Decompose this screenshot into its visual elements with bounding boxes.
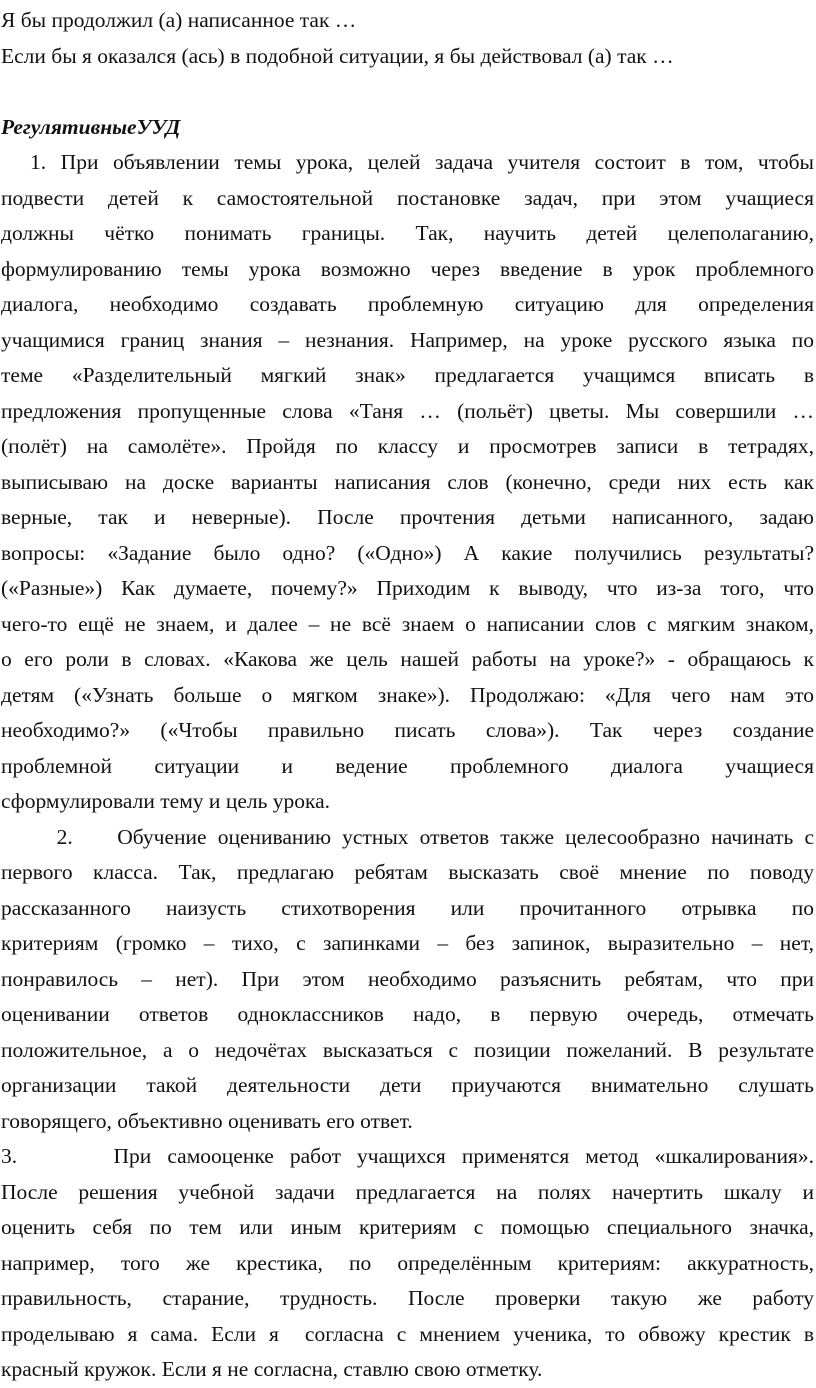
body-text bbox=[1, 145, 814, 1388]
paragraph-line: чего-то ещё не знаем, и далее – не всё знаем о написании слов с мягким знаком, bbox=[1, 611, 814, 636]
paragraph-line: например, того же крестика, по определённым критериям: аккуратность, bbox=[1, 1250, 814, 1275]
paragraph-line: предложения пропущенные слова «Таня … (польёт) цветы. Мы совершили … bbox=[1, 398, 814, 423]
paragraph-line: критериям (громко – тихо, с запинками – без запинок, выразительно – нет, bbox=[1, 931, 814, 955]
paragraph-line: должны чётко понимать границы. Так, научить детей целеполаганию, bbox=[1, 221, 814, 245]
intro-line-1: Я бы продолжил (а) написанное так … bbox=[1, 8, 357, 32]
paragraph-line: первого класса. Так, предлагаю ребятам высказать своё мнение по поводу bbox=[1, 860, 814, 884]
paragraph-line: детям («Узнать больше о мягком знаке»). Продолжаю: «Для чего нам это bbox=[1, 682, 814, 707]
paragraph-line: рассказанного наизусть стихотворения или прочитанного отрывка по bbox=[1, 895, 814, 920]
paragraph-line: понравилось – нет). При этом необходимо разъяснить ребятам, что при bbox=[1, 966, 814, 991]
paragraph-line: («Разные») Как думаете, почему?» Приходим к выводу, что из-за того, что bbox=[1, 576, 814, 600]
paragraph-line: проделываю я сама. Если я согласна с мнением ученика, то обвожу крестик в bbox=[1, 1321, 814, 1346]
paragraph-1 bbox=[1, 145, 814, 820]
intro-line-2: Если бы я оказался (ась) в подобной ситуации, я бы действовал (а) так … bbox=[1, 43, 674, 68]
paragraph-line: вопросы: «Задание было одно? («Одно») А какие получились результаты? bbox=[1, 540, 814, 565]
section-heading: РегулятивныеУУД bbox=[1, 114, 181, 139]
paragraph-line: проблемной ситуации и ведение проблемного диалога учащиеся bbox=[1, 753, 814, 778]
paragraph-line: оценивании ответов одноклассников надо, в первую очередь, отмечать bbox=[1, 1002, 814, 1026]
paragraph-line: диалога, необходимо создавать проблемную ситуацию для определения bbox=[1, 292, 814, 316]
paragraph-line: организации такой деятельности дети приучаются внимательно слушать bbox=[1, 1073, 814, 1097]
paragraph-line: 1. При объявлении темы урока, целей задача учителя состоит в том, чтобы bbox=[1, 150, 814, 174]
paragraph-line: оценить себя по тем или иным критериям с помощью специального значка, bbox=[1, 1215, 814, 1239]
paragraph-line: верные, так и неверные). После прочтения детьми написанного, задаю bbox=[1, 505, 814, 529]
paragraph-line: 2. Обучение оцениванию устных ответов также целесообразно начинать с bbox=[1, 824, 814, 849]
paragraph-3 bbox=[1, 1139, 814, 1388]
paragraph-line: необходимо?» («Чтобы правильно писать слова»). Так через создание bbox=[1, 718, 814, 742]
paragraph-line: теме «Разделительный мягкий знак» предлагается учащимся вписать в bbox=[1, 363, 814, 387]
paragraph-line: положительное, а о недочётах высказаться с позиции пожеланий. В результате bbox=[1, 1037, 814, 1062]
paragraph-line: о его роли в словах. «Какова же цель нашей работы на уроке?» - обращаюсь к bbox=[1, 647, 814, 671]
paragraph-last-line: говорящего, объективно оценивать его ответ. bbox=[1, 1108, 413, 1133]
paragraph-last-line: красный кружок. Если я не согласна, ставлю свою отметку. bbox=[1, 1357, 543, 1381]
paragraph-line: После решения учебной задачи предлагается на полях начертить шкалу и bbox=[1, 1179, 814, 1204]
paragraph-line: формулированию темы урока возможно через введение в урок проблемного bbox=[1, 256, 814, 281]
paragraph-line: подвести детей к самостоятельной постановке задач, при этом учащиеся bbox=[1, 185, 814, 210]
paragraph-last-line: сформулировали тему и цель урока. bbox=[1, 789, 331, 813]
paragraph-line: (полёт) на самолёте». Пройдя по классу и просмотрев записи в тетрадях, bbox=[1, 434, 814, 458]
paragraph-line: правильность, старание, трудность. После проверки такую же работу bbox=[1, 1286, 814, 1310]
paragraph-2 bbox=[1, 820, 814, 1140]
paragraph-line: выписываю на доске варианты написания слов (конечно, среди них есть как bbox=[1, 469, 814, 494]
paragraph-line: учащимися границ знания – незнания. Например, на уроке русского языка по bbox=[1, 327, 814, 352]
paragraph-line: 3. При самооценке работ учащихся применятся метод «шкалирования». bbox=[1, 1144, 814, 1168]
